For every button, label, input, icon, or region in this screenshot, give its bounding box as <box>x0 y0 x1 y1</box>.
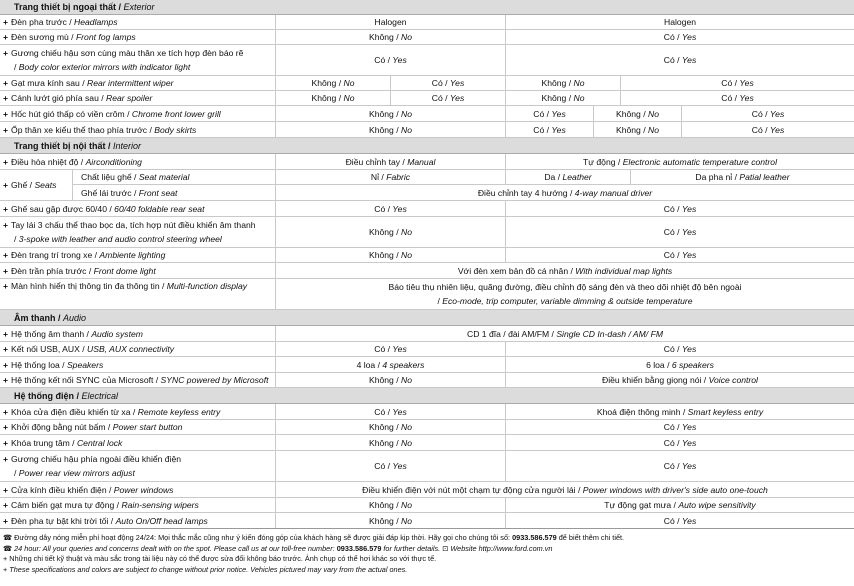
table-cell: Có / Yes <box>505 201 854 216</box>
table-cell: + Cảm biến gạt mưa tự động / Rain-sensing wipers <box>3 500 199 510</box>
table-cell: Điều khiển bằng giọng nói / Voice control <box>505 373 854 387</box>
row-mirrors <box>0 45 854 76</box>
disclaimer-en: + These specifications and colors are subject to change without prior notice. Vehicles pictured may vary from the actual ones. <box>3 564 408 574</box>
table-cell: Âm thanh / Audio <box>14 312 87 323</box>
table-cell: + Đèn sương mù / Front fog lamps <box>3 32 136 42</box>
row-rear-wiper <box>0 76 854 91</box>
table-cell: Nỉ / Fabric <box>275 170 505 185</box>
disclaimer-vi: + Những chi tiết kỹ thuật và màu sắc trong tài liệu này có thể được sửa đổi không báo trước. Ảnh chụp có thể hơi khác so với thực tế. <box>3 554 437 564</box>
table-cell: Halogen <box>275 15 505 29</box>
table-cell: Có / Yes <box>390 91 505 105</box>
table-cell: Tự động gạt mưa / Auto wipe sensitivity <box>505 498 854 512</box>
hotline-en: ☎ 24 hour: All your queries and concerns dealt with on the spot. Please call us at our toll-free number: 0933.586.579 for further details. ⊡ Website http://www.ford.com.vn <box>3 543 553 553</box>
row-dome <box>0 263 854 279</box>
table-cell: + Gạt mưa kính sau / Rear intermittent wiper <box>3 78 174 88</box>
section-exterior <box>0 0 854 15</box>
row-fold <box>0 201 854 217</box>
table-cell: Có / Yes <box>275 342 505 356</box>
table-cell: Không / No <box>275 30 505 44</box>
table-cell: + Hệ thống loa / Speakers <box>3 359 104 370</box>
table-cell: Điều chỉnh tay 4 hướng / 4-way manual driver <box>275 185 854 201</box>
table-cell: Không / No <box>593 122 681 137</box>
table-cell: Trang thiết bị ngoại thất / Exterior <box>14 2 155 12</box>
table-cell: Da / Leather <box>505 170 630 185</box>
table-cell: Không / No <box>275 106 505 121</box>
row-auto-headlamps <box>0 513 854 529</box>
table-cell: Hệ thống điện / Electrical <box>14 390 119 401</box>
hotline-vi: ☎ Đường dây nóng miễn phí hoạt động 24/24: Mọi thắc mắc cũng như ý kiến đóng góp của khách hàng sẽ được giải đáp kịp thời. Hãy gọi cho chúng tôi số: 0933.586.579 để biết thêm chi tiết. <box>3 533 625 542</box>
table-cell: + Hốc hút gió thấp có viền crôm / Chrome front lower grill <box>3 108 221 119</box>
row-keyless <box>0 404 854 420</box>
row-start <box>0 420 854 435</box>
web-icon: ⊡ <box>442 543 449 553</box>
table-cell: Không / No <box>275 91 390 105</box>
table-cell: Halogen <box>505 15 854 29</box>
row-seats <box>0 170 854 201</box>
table-cell: Không / No <box>275 435 505 450</box>
table-cell: Có / Yes <box>505 248 854 262</box>
table-cell: Không / No <box>275 373 505 387</box>
section-electrical <box>0 388 854 404</box>
table-cell: Có / Yes <box>505 451 854 481</box>
table-cell: + Gương chiếu hậu sơn cùng màu thân xe tích hợp đèn báo rẽ / Body color exterior mirrors with indicator light <box>3 48 244 72</box>
row-mfd <box>0 279 854 310</box>
table-cell: + Ghế sau gập được 60/40 / 60/40 foldable rear seat <box>3 203 205 214</box>
row-headlamps <box>0 15 854 30</box>
row-rv-mirrors <box>0 451 854 482</box>
table-cell: Ghế lái trước / Front seat <box>72 185 275 201</box>
table-cell: + Hệ thống âm thanh / Audio system <box>3 328 143 339</box>
table-cell: + Khởi động bằng nút bấm / Power start button <box>3 422 183 432</box>
table-cell: Có / Yes <box>505 435 854 450</box>
row-aircon <box>0 154 854 170</box>
row-grill <box>0 106 854 122</box>
table-cell: Điều khiển điện với nút một chạm tự động cửa người lái / Power windows with driver's side auto one-touch <box>275 482 854 497</box>
table-cell: CD 1 đĩa / đài AM/FM / Single CD In-dash / AM/ FM <box>275 326 854 341</box>
table-cell: + Tay lái 3 chấu thể thao bọc da, tích hợp nút điều khiển âm thanh / 3-spoke with leather and audio control steering wheel <box>3 220 256 244</box>
table-cell: Có / Yes <box>505 45 854 75</box>
table-cell: + Đèn trang trí trong xe / Ambiente lighting <box>3 250 166 260</box>
table-cell: + Cửa kính điều khiển điện / Power windows <box>3 484 174 495</box>
table-cell: + Gương chiếu hậu phía ngoài điều khiển điện / Power rear view mirrors adjust <box>3 454 182 478</box>
table-cell: Có / Yes <box>505 342 854 356</box>
row-sync <box>0 373 854 388</box>
row-central-lock <box>0 435 854 451</box>
table-cell: Da pha nỉ / Patial leather <box>630 170 854 185</box>
table-cell: Có / Yes <box>681 122 854 137</box>
row-usb <box>0 342 854 357</box>
table-cell: + Cánh lướt gió phía sau / Rear spoiler <box>3 93 153 103</box>
section-interior <box>0 138 854 154</box>
table-cell: Có / Yes <box>275 404 505 419</box>
row-windows <box>0 482 854 498</box>
phone-icon: ☎ <box>3 533 13 542</box>
table-cell: + Ốp thân xe kiểu thể thao phía trước / Body skirts <box>3 124 197 135</box>
row-audio-system <box>0 326 854 342</box>
table-cell: Không / No <box>275 217 505 247</box>
table-cell: + Đèn pha trước / Headlamps <box>3 17 118 27</box>
table-cell: + Kết nối USB, AUX / USB, AUX connectivity <box>3 344 175 354</box>
table-cell: Chất liệu ghế / Seat material <box>72 170 275 185</box>
row-speakers <box>0 357 854 373</box>
table-cell: Khoá điện thông minh / Smart keyless entry <box>505 404 854 419</box>
row-rain <box>0 498 854 513</box>
footnotes <box>3 533 853 575</box>
table-cell: Có / Yes <box>681 106 854 121</box>
row-ambient <box>0 248 854 263</box>
table-cell: Không / No <box>593 106 681 121</box>
table-cell: Không / No <box>505 91 620 105</box>
website-link[interactable]: Website http://www.ford.com.vn <box>450 543 553 553</box>
table-cell: + Ghế / Seats <box>3 180 57 190</box>
row-wheel <box>0 217 854 248</box>
row-spoiler <box>0 91 854 106</box>
row-skirts <box>0 122 854 138</box>
table-cell: + Hệ thống kết nối SYNC của Microsoft / SYNC powered by Microsoft <box>3 375 269 385</box>
table-cell: Không / No <box>275 498 505 512</box>
table-cell: Không / No <box>275 420 505 434</box>
table-cell: Có / Yes <box>505 122 593 137</box>
table-cell: + Điều hòa nhiệt độ / Airconditioning <box>3 156 142 167</box>
table-cell: + Khóa cửa điện điều khiển từ xa / Remote keyless entry <box>3 406 221 417</box>
section-audio <box>0 310 854 326</box>
table-cell: Có / Yes <box>275 201 505 216</box>
table-cell: Có / Yes <box>505 420 854 434</box>
table-cell: Có / Yes <box>505 106 593 121</box>
table-cell: + Màn hình hiển thị thông tin đa thông tin / Multi-function display <box>3 281 248 291</box>
table-cell: Có / Yes <box>505 30 854 44</box>
table-cell: + Khóa trung tâm / Central lock <box>3 437 123 448</box>
table-cell: Có / Yes <box>275 451 505 481</box>
table-cell: Trang thiết bị nội thất / Interior <box>14 140 142 151</box>
table-cell: Có / Yes <box>620 91 854 105</box>
table-cell: Báo tiêu thụ nhiên liệu, quãng đường, điều chỉnh độ sáng đèn và theo dõi nhiệt độ bên ngoài / Eco-mode, trip computer, variable dimming & outside temperature <box>275 279 854 309</box>
table-cell: Có / Yes <box>505 217 854 247</box>
table-cell: Có / Yes <box>505 513 854 528</box>
table-cell: Không / No <box>275 513 505 528</box>
table-cell: Điều chỉnh tay / Manual <box>275 154 505 169</box>
table-cell: Không / No <box>275 76 390 90</box>
table-cell: Có / Yes <box>390 76 505 90</box>
table-cell: Không / No <box>275 248 505 262</box>
row-fog <box>0 30 854 45</box>
table-cell: Có / Yes <box>275 45 505 75</box>
table-cell: + Đèn pha tự bật khi trời tối / Auto On/Off head lamps <box>3 515 208 526</box>
table-cell: Không / No <box>275 122 505 137</box>
phone-icon: ☎ <box>3 543 13 553</box>
table-cell: Với đèn xem bản đồ cá nhân / With individual map lights <box>275 263 854 278</box>
table-cell: 6 loa / 6 speakers <box>505 357 854 372</box>
table-cell: Tự động / Electronic automatic temperature control <box>505 154 854 169</box>
table-cell: Có / Yes <box>620 76 854 90</box>
table-cell: 4 loa / 4 speakers <box>275 357 505 372</box>
table-cell: Không / No <box>505 76 620 90</box>
table-cell: + Đèn trần phía trước / Front dome light <box>3 265 156 276</box>
